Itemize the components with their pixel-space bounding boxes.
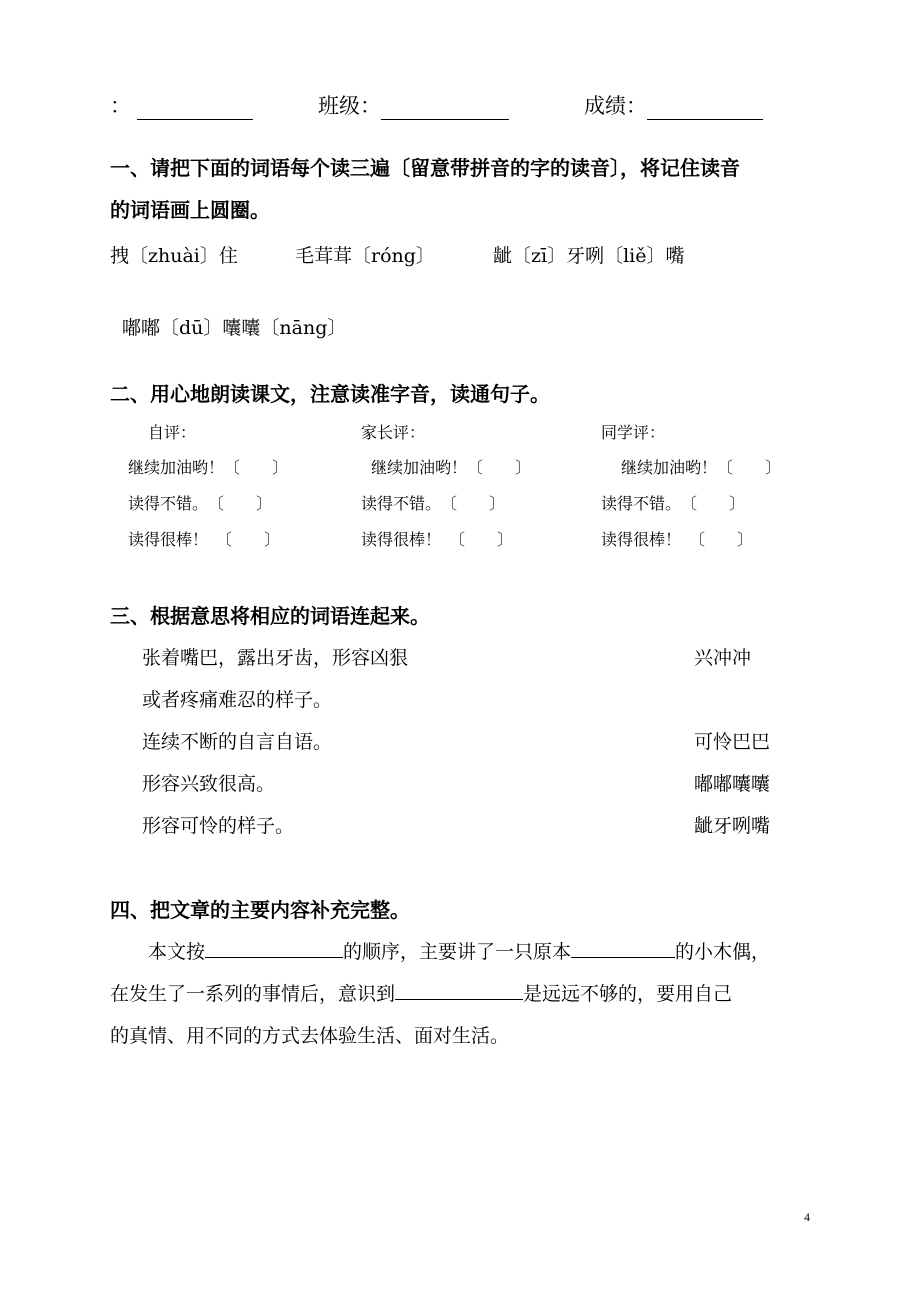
summary-text: 的小木偶，	[675, 941, 771, 963]
eval-option[interactable]: 读得不错。 〔 〕	[601, 494, 746, 513]
word-item[interactable]: 毛茸茸〔róng〕	[295, 245, 435, 267]
section1-title-line2: 的词语画上圆圈。	[110, 198, 270, 222]
word-item[interactable]: 龇〔zī〕牙咧〔liě〕嘴	[493, 245, 685, 267]
eval-option[interactable]: 读得不错。 〔 〕	[128, 494, 273, 513]
summary-line-1	[148, 937, 770, 964]
word-item[interactable]: 拽〔zhuài〕住	[110, 245, 238, 267]
word-item[interactable]: 嘟嘟〔dū〕囔囔〔nāng〕	[122, 317, 347, 339]
summary-text: 本文按	[148, 941, 206, 963]
name-field	[110, 90, 253, 120]
definition-item: 或者疼痛难忍的样子。	[142, 689, 333, 711]
definition-item[interactable]: 形容兴致很高。	[142, 773, 276, 795]
eval-option[interactable]: 读得很棒！ 〔 〕	[128, 530, 281, 549]
definition-item[interactable]: 张着嘴巴，露出牙齿，形容凶狠	[142, 647, 409, 669]
term-item[interactable]: 可怜巴巴	[694, 731, 771, 753]
definition-item[interactable]: 形容可怜的样子。	[142, 815, 295, 837]
eval-option[interactable]: 读得很棒！ 〔 〕	[361, 530, 514, 549]
name-colon: ：	[110, 94, 131, 118]
summary-line-2	[110, 979, 732, 1006]
score-label: 成绩：	[584, 94, 647, 118]
eval-option[interactable]: 继续加油哟！〔 〕	[128, 458, 289, 477]
summary-line-3: 的真情、用不同的方式去体验生活、面对生活。	[110, 1025, 510, 1047]
term-item[interactable]: 兴冲冲	[694, 647, 752, 669]
term-item[interactable]: 嘟嘟囔囔	[694, 773, 771, 795]
parent-eval-label: 家长评：	[361, 423, 426, 442]
eval-option[interactable]: 继续加油哟！〔 〕	[621, 458, 782, 477]
score-field	[584, 90, 763, 120]
page-number: 4	[804, 1210, 810, 1224]
term-item[interactable]: 龇牙咧嘴	[694, 815, 771, 837]
summary-text: 的顺序，主要讲了一只原本	[343, 941, 572, 963]
realize-blank[interactable]	[395, 980, 523, 1000]
order-blank[interactable]	[205, 938, 343, 958]
section2-title: 二、用心地朗读课文，注意读准字音，读通句子。	[110, 382, 550, 406]
class-field	[318, 90, 509, 120]
self-eval-label: 自评：	[148, 423, 197, 442]
definition-item[interactable]: 连续不断的自言自语。	[142, 731, 333, 753]
summary-text: 在发生了一系列的事情后，意识到	[110, 983, 396, 1005]
name-blank[interactable]	[137, 95, 253, 120]
class-label: 班级：	[318, 94, 381, 118]
eval-option[interactable]: 读得很棒！ 〔 〕	[601, 530, 754, 549]
section4-title: 四、把文章的主要内容补充完整。	[110, 898, 410, 922]
score-blank[interactable]	[647, 95, 763, 120]
summary-text: 是远远不够的，要用自己	[523, 983, 733, 1005]
section1-title-line1: 一、请把下面的词语每个读三遍〔留意带拼音的字的读音〕，将记住读音	[110, 156, 740, 180]
section3-title: 三、根据意思将相应的词语连起来。	[110, 604, 430, 628]
classmate-eval-label: 同学评：	[601, 423, 666, 442]
eval-option[interactable]: 继续加油哟！〔 〕	[371, 458, 532, 477]
original-blank[interactable]	[571, 938, 675, 958]
class-blank[interactable]	[381, 95, 509, 120]
eval-option[interactable]: 读得不错。 〔 〕	[361, 494, 506, 513]
